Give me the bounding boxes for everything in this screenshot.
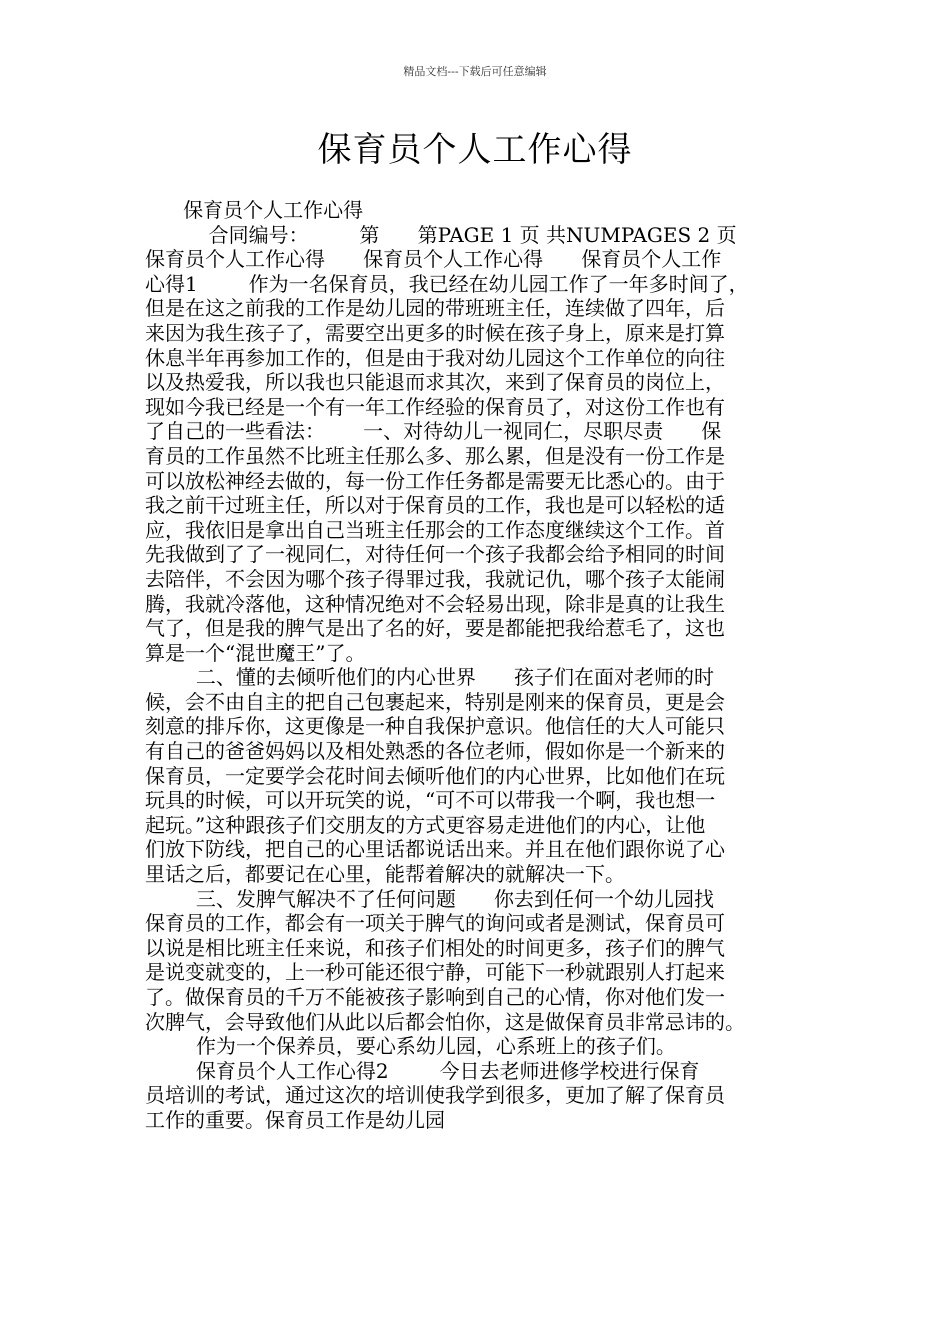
body-line: 里话之后，都要记在心里，能帮着解决的就解决一下。 bbox=[145, 862, 625, 887]
body-line: 保育员个人工作心得 保育员个人工作心得 保育员个人工作 bbox=[145, 247, 722, 272]
body-line: 二、懂的去倾听他们的内心世界 孩子们在面对老师的时 bbox=[145, 665, 715, 690]
body-line: 以说是相比班主任来说，和孩子们相处的时间更多，孩子们的脾气 bbox=[145, 935, 725, 960]
body-line: 作为一个保养员，要心系幼儿园，心系班上的孩子们。 bbox=[145, 1034, 676, 1059]
document-body bbox=[145, 198, 810, 1133]
body-line: 是说变就变的，上一秒可能还很宁静，可能下一秒就跟别人打起来 bbox=[145, 960, 725, 985]
body-line: 先我做到了了一视同仁，对待任何一个孩子我都会给予相同的时间 bbox=[145, 542, 725, 567]
body-line: 候，会不由自主的把自己包裹起来，特别是刚来的保育员，更是会 bbox=[145, 689, 725, 714]
body-line: 现如今我已经是一个有一年工作经验的保育员了，对这份工作也有 bbox=[145, 394, 725, 419]
body-line: 来因为我生孩子了，需要空出更多的时候在孩子身上，原来是打算 bbox=[145, 320, 725, 345]
body-line: 腾，我就冷落他，这种情况绝对不会轻易出现，除非是真的让我生 bbox=[145, 591, 725, 616]
body-line: 心得1 作为一名保育员，我已经在幼儿园工作了一年多时间了， bbox=[145, 271, 749, 296]
body-line: 以及热爱我，所以我也只能退而求其次，来到了保育员的岗位上， bbox=[145, 370, 725, 395]
body-line: 我之前干过班主任，所以对于保育员的工作，我也是可以轻松的适 bbox=[145, 493, 725, 518]
body-line: 育员的工作虽然不比班主任那么多、那么累，但是没有一份工作是 bbox=[145, 443, 725, 468]
body-line: 三、发脾气解决不了任何问题 你去到任何一个幼儿园找 bbox=[145, 886, 715, 911]
body-line: 可以放松神经去做的，每一份工作任务都是需要无比悉心的。由于 bbox=[145, 468, 725, 493]
body-line: 但是在这之前我的工作是幼儿园的带班班主任，连续做了四年，后 bbox=[145, 296, 725, 321]
body-line: 保育员，一定要学会花时间去倾听他们的内心世界，比如他们在玩 bbox=[145, 763, 725, 788]
body-line: 刻意的排斥你，这更像是一种自我保护意识。他信任的大人可能只 bbox=[145, 714, 725, 739]
body-line: 算是一个“混世魔王”了。 bbox=[145, 640, 366, 665]
body-line: 了。做保育员的千万不能被孩子影响到自己的心情，你对他们发一 bbox=[145, 985, 725, 1009]
body-line: 有自己的爸爸妈妈以及相处熟悉的各位老师，假如你是一个新来的 bbox=[145, 739, 725, 764]
body-line: 了自己的一些看法： 一、对待幼儿一视同仁，尽职尽责 保 bbox=[145, 419, 722, 444]
body-line: 玩具的时候，可以开玩笑的说，“可不可以带我一个啊，我也想一 bbox=[145, 788, 716, 813]
document-title: 保育员个人工作心得 bbox=[317, 130, 633, 170]
page-header-note: 精品文档---下载后可任意编辑 bbox=[403, 65, 547, 78]
body-line: 保育员个人工作心得 bbox=[145, 198, 364, 222]
body-line: 们放下防线，把自己的心里话都说话出来。并且在他们跟你说了心 bbox=[145, 837, 725, 862]
body-line: 休息半年再参加工作的，但是由于我对幼儿园这个工作单位的向往 bbox=[145, 345, 725, 370]
body-line: 员培训的考试，通过这次的培训使我学到很多，更加了解了保育员 bbox=[145, 1083, 725, 1108]
body-line: 保育员个人工作心得2 今日去老师进修学校进行保育 bbox=[145, 1058, 700, 1083]
body-line: 工作的重要。保育员工作是幼儿园 bbox=[145, 1107, 445, 1132]
body-line: 应，我依旧是拿出自己当班主任那会的工作态度继续这个工作。首 bbox=[145, 517, 725, 542]
body-line: 次脾气，会导致他们从此以后都会怕你，这是做保育员非常忌讳的。 bbox=[145, 1009, 745, 1034]
body-line: 气了，但是我的脾气是出了名的好，要是都能把我给惹毛了，这也 bbox=[145, 616, 725, 641]
body-line: 起玩。”这种跟孩子们交朋友的方式更容易走进他们的内心，让他 bbox=[145, 812, 706, 837]
body-line: 保育员的工作，都会有一项关于脾气的询问或者是测试，保育员可 bbox=[145, 911, 725, 936]
body-line: 合同编号： 第 第PAGE 1 页 共NUMPAGES 2 页 bbox=[145, 222, 737, 247]
body-line: 去陪伴，不会因为哪个孩子得罪过我，我就记仇，哪个孩子太能闹 bbox=[145, 566, 725, 591]
